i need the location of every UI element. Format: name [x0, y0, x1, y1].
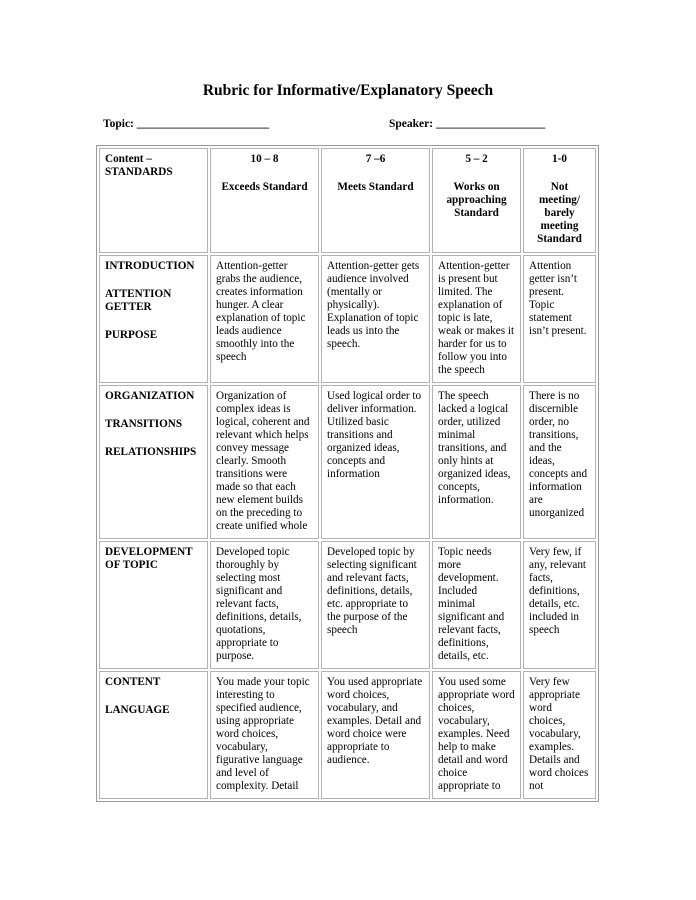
category-cell [99, 671, 208, 799]
topic-label: Topic: [103, 118, 134, 130]
rubric-cell: Attention getter isn’t present. Topic statement isn’t present. [523, 255, 596, 383]
score-range: 10 – 8 [250, 153, 279, 165]
rubric-cell: Very few appropriate word choices, vocabulary, examples. Details and word choices not [523, 671, 596, 799]
category-label: RELATIONSHIPS [105, 446, 197, 458]
score-range: 5 – 2 [465, 153, 488, 165]
speaker-line [389, 118, 545, 130]
table-row-development [99, 541, 596, 669]
rubric-cell: You used some appropriate word choices, vocabulary, examples. Need help to make detail and word choice appropriate to [432, 671, 521, 799]
category-label: LANGUAGE [105, 704, 170, 716]
rubric-cell: There is no discernible order, no transitions, and the ideas, concepts and information are unorganized [523, 385, 596, 539]
level-label: Meets Standard [337, 181, 414, 193]
category-label: ATTENTION GETTER [105, 288, 172, 313]
category-cell [99, 541, 208, 669]
score-range: 1-0 [552, 153, 567, 165]
topic-blank[interactable]: _______________________ [136, 118, 270, 130]
rubric-cell: Attention-getter is present but limited. The explanation of topic is late, weak or makes it harder for us to follow you into the speech [432, 255, 521, 383]
category-cell [99, 255, 208, 383]
score-range: 7 –6 [365, 153, 386, 165]
category-label: ORGANIZATION [105, 390, 195, 402]
table-row-introduction [99, 255, 596, 383]
category-label: TRANSITIONS [105, 418, 183, 430]
column-header-approaching [432, 148, 521, 253]
header-row [99, 148, 596, 253]
rubric-cell: Topic needs more development. Included minimal significant and relevant facts, definitions, details, etc. [432, 541, 521, 669]
rubric-cell: Used logical order to deliver information. Utilized basic transitions and organized ideas, concepts and information [321, 385, 430, 539]
rubric-cell: You used appropriate word choices, vocabulary, and examples. Detail and word choice were appropriate to audience. [321, 671, 430, 799]
column-header-not-meeting [523, 148, 596, 253]
table-row-organization [99, 385, 596, 539]
level-label: Works on approaching Standard [446, 181, 507, 219]
category-label: CONTENT [105, 676, 161, 688]
category-label: INTRODUCTION [105, 260, 195, 272]
rubric-table [96, 145, 599, 802]
table-row-content [99, 671, 596, 799]
column-header-exceeds [210, 148, 319, 253]
rubric-cell: Organization of complex ideas is logical, coherent and relevant which helps convey message clearly. Smooth transitions were made so that each new element builds on the preceding to create unified whole [210, 385, 319, 539]
level-label: Not meeting/ barely meeting Standard [537, 181, 582, 245]
column-header-meets [321, 148, 430, 253]
rubric-cell: Developed topic thoroughly by selecting most significant and relevant facts, definitions, details, quotations, appropriate to purpose. [210, 541, 319, 669]
rubric-cell: Very few, if any, relevant facts, definitions, details, etc. included in speech [523, 541, 596, 669]
rubric-cell: Developed topic by selecting significant and relevant facts, definitions, details, etc. appropriate to the purpose of the speech [321, 541, 430, 669]
category-label: DEVELOPMENT OF TOPIC [105, 546, 193, 571]
speaker-label: Speaker: [389, 118, 434, 130]
topic-line [103, 118, 269, 130]
rubric-cell: Attention-getter grabs the audience, creates information hunger. A clear explanation of topic leads audience smoothly into the speech [210, 255, 319, 383]
rubric-cell: The speech lacked a logical order, utilized minimal transitions, and only hints at organized ideas, concepts, information. [432, 385, 521, 539]
rubric-cell: Attention-getter gets audience involved (mentally or physically). Explanation of topic leads us into the speech. [321, 255, 430, 383]
page-title: Rubric for Informative/Explanatory Speech [202, 82, 494, 99]
level-label: Exceeds Standard [221, 181, 308, 193]
category-cell [99, 385, 208, 539]
category-label: PURPOSE [105, 329, 158, 341]
rubric-cell: You made your topic interesting to specified audience, using appropriate word choices, vocabulary, figurative language and level of complexity. Detail [210, 671, 319, 799]
content-standards-header: Content – STANDARDS [99, 148, 208, 253]
speaker-blank[interactable]: ___________________ [435, 118, 546, 130]
